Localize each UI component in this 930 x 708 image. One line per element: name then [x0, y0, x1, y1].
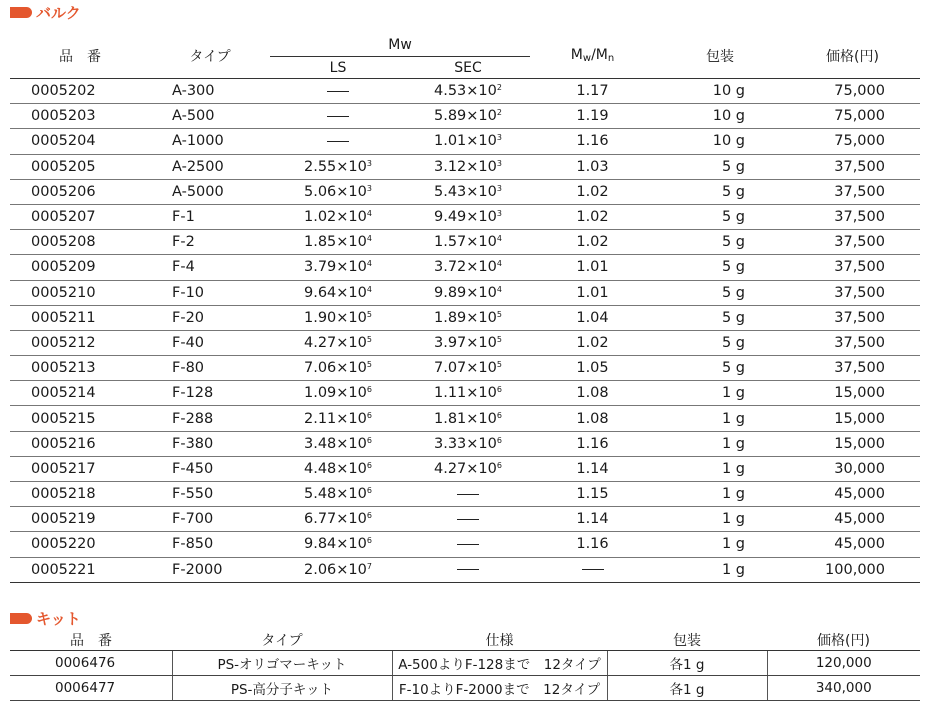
package-size: 1 g: [655, 532, 785, 557]
mwmn-value: 1.05: [530, 356, 655, 381]
mwmn-value: 1.19: [530, 104, 655, 129]
product-number: 0005210: [10, 280, 150, 305]
product-type: F-850: [150, 532, 270, 557]
exponent: 5: [366, 334, 372, 344]
mantissa: 1.01×10: [434, 133, 497, 150]
mantissa: 2.11×10: [304, 410, 367, 427]
exponent: 4: [366, 259, 372, 269]
mw-ls-value: [270, 406, 406, 431]
table-row: [10, 557, 920, 582]
header-no: 品 番: [59, 48, 101, 65]
mw-ls-value: [270, 431, 406, 456]
kit-type: PS-オリゴマーキット: [172, 651, 392, 676]
package-size: 1 g: [655, 431, 785, 456]
mw-ls-value: [270, 482, 406, 507]
product-number: 0005215: [10, 406, 150, 431]
product-type: F-80: [150, 356, 270, 381]
mw-ls-value: [270, 204, 406, 229]
package-size: 5 g: [655, 280, 785, 305]
dash-mark: [457, 494, 479, 495]
mantissa: 5.43×10: [434, 183, 497, 200]
product-type: F-700: [150, 507, 270, 532]
mantissa: 3.72×10: [434, 259, 497, 276]
mw-sec-value: [406, 104, 530, 129]
product-type: A-5000: [150, 179, 270, 204]
bulk-table: [10, 33, 920, 583]
exponent: 3: [496, 133, 502, 143]
dash-mark: [457, 544, 479, 545]
mwmn-value: 1.02: [530, 179, 655, 204]
price-value: 37,500: [785, 179, 920, 204]
mwmn-value: 1.02: [530, 204, 655, 229]
section-marker-icon: [10, 613, 32, 624]
kit-product-number: 0006476: [10, 651, 172, 676]
table-row: [10, 280, 920, 305]
mw-sec-value: [406, 154, 530, 179]
exponent: 4: [366, 284, 372, 294]
table-row: [10, 482, 920, 507]
product-number: 0005218: [10, 482, 150, 507]
product-number: 0005220: [10, 532, 150, 557]
exponent: 2: [496, 83, 502, 93]
exponent: 6: [366, 410, 372, 420]
exponent: 6: [366, 460, 372, 470]
mw-sec-value: [406, 230, 530, 255]
mantissa: 9.89×10: [434, 284, 497, 301]
mwmn-value: 1.03: [530, 154, 655, 179]
price-value: 30,000: [785, 456, 920, 481]
price-value: 45,000: [785, 532, 920, 557]
mantissa: 9.64×10: [304, 284, 367, 301]
package-size: 1 g: [655, 381, 785, 406]
mantissa: 3.79×10: [304, 259, 367, 276]
mw-sec-value: [406, 557, 530, 582]
mantissa: 5.48×10: [304, 486, 367, 503]
mantissa: 1.02×10: [304, 209, 367, 226]
product-type: F-10: [150, 280, 270, 305]
mantissa: 5.06×10: [304, 183, 367, 200]
price-value: 37,500: [785, 154, 920, 179]
table-row: [10, 406, 920, 431]
mw-ls-value: [270, 255, 406, 280]
product-type: F-550: [150, 482, 270, 507]
mwmn-value: 1.01: [530, 255, 655, 280]
exponent: 5: [366, 360, 372, 370]
exponent: 4: [366, 234, 372, 244]
package-size: 5 g: [655, 305, 785, 330]
product-number: 0005216: [10, 431, 150, 456]
exponent: 4: [496, 259, 502, 269]
product-type: F-2: [150, 230, 270, 255]
product-type: F-4: [150, 255, 270, 280]
price-value: 37,500: [785, 280, 920, 305]
mantissa: 7.07×10: [434, 360, 497, 377]
mwmn-value: 1.14: [530, 507, 655, 532]
product-number: 0005212: [10, 330, 150, 355]
section-marker-icon: [10, 7, 32, 18]
exponent: 5: [496, 360, 502, 370]
price-value: 75,000: [785, 79, 920, 104]
mantissa: 2.55×10: [304, 158, 367, 175]
kit-header-no: 品 番: [10, 630, 172, 651]
bulk-section-title: バルク: [36, 3, 81, 22]
exponent: 6: [496, 460, 502, 470]
kit-section-header: [10, 607, 81, 629]
mw-sec-value: [406, 456, 530, 481]
package-size: 1 g: [655, 482, 785, 507]
mantissa: 4.27×10: [434, 460, 497, 477]
mantissa: 3.33×10: [434, 435, 497, 452]
mwmn-value: 1.02: [530, 330, 655, 355]
package-size: 5 g: [655, 204, 785, 229]
product-number: 0005221: [10, 557, 150, 582]
mwmn-value: 1.15: [530, 482, 655, 507]
dash-mark: [327, 91, 349, 92]
mw-ls-value: [270, 79, 406, 104]
price-value: 37,500: [785, 255, 920, 280]
header-sec: SEC: [454, 59, 482, 76]
product-number: 0005214: [10, 381, 150, 406]
product-number: 0005211: [10, 305, 150, 330]
exponent: 5: [496, 309, 502, 319]
kit-price: 340,000: [767, 676, 920, 701]
mw-ls-value: [270, 356, 406, 381]
exponent: 4: [496, 234, 502, 244]
mw-sec-value: [406, 482, 530, 507]
kit-type: PS-高分子キット: [172, 676, 392, 701]
package-size: 1 g: [655, 507, 785, 532]
mantissa: 1.11×10: [434, 385, 497, 402]
mwmn-value: 1.01: [530, 280, 655, 305]
mw-sec-value: [406, 179, 530, 204]
mw-sec-value: [406, 381, 530, 406]
table-row: [10, 507, 920, 532]
exponent: 3: [496, 183, 502, 193]
mantissa: 5.89×10: [434, 108, 497, 125]
table-row: [10, 330, 920, 355]
kit-spec: A-500よりF-128まで 12タイプ: [392, 651, 607, 676]
mwmn-value: 1.16: [530, 129, 655, 154]
exponent: 4: [496, 284, 502, 294]
mw-ls-value: [270, 129, 406, 154]
mwmn-value: 1.16: [530, 532, 655, 557]
table-row: [10, 104, 920, 129]
exponent: 5: [366, 309, 372, 319]
mw-sec-value: [406, 532, 530, 557]
package-size: 10 g: [655, 79, 785, 104]
table-row: [10, 356, 920, 381]
mw-sec-value: [406, 79, 530, 104]
exponent: 6: [366, 435, 372, 445]
product-type: A-500: [150, 104, 270, 129]
header-mw: Mw: [270, 33, 530, 57]
product-number: 0005208: [10, 230, 150, 255]
mw-ls-value: [270, 456, 406, 481]
table-row: [10, 204, 920, 229]
exponent: 4: [366, 209, 372, 219]
package-size: 5 g: [655, 330, 785, 355]
dash-mark: [457, 569, 479, 570]
table-row: [10, 129, 920, 154]
price-value: 45,000: [785, 482, 920, 507]
mwmn-value: 1.02: [530, 230, 655, 255]
mw-ls-value: [270, 330, 406, 355]
mantissa: 9.49×10: [434, 209, 497, 226]
header-pack: 包装: [706, 48, 734, 65]
table-row: [10, 431, 920, 456]
mantissa: 7.06×10: [304, 360, 367, 377]
price-value: 37,500: [785, 204, 920, 229]
price-value: 45,000: [785, 507, 920, 532]
dash-mark: [327, 141, 349, 142]
product-type: F-2000: [150, 557, 270, 582]
mw-sec-value: [406, 129, 530, 154]
mantissa: 4.27×10: [304, 334, 367, 351]
header-price: 価格(円): [826, 48, 879, 65]
kit-price: 120,000: [767, 651, 920, 676]
mantissa: 3.97×10: [434, 334, 497, 351]
package-size: 1 g: [655, 406, 785, 431]
mw-sec-value: [406, 280, 530, 305]
mwmn-value: [530, 557, 655, 582]
mantissa: 1.89×10: [434, 309, 497, 326]
table-row: [10, 456, 920, 481]
header-ls: LS: [329, 59, 347, 76]
kit-package: 各1 g: [607, 651, 767, 676]
table-row: [10, 230, 920, 255]
mantissa: 2.06×10: [304, 561, 367, 578]
product-number: 0005213: [10, 356, 150, 381]
mw-ls-value: [270, 532, 406, 557]
price-value: 37,500: [785, 305, 920, 330]
bulk-section-header: [10, 1, 81, 23]
product-number: 0005206: [10, 179, 150, 204]
product-number: 0005202: [10, 79, 150, 104]
price-value: 15,000: [785, 406, 920, 431]
mantissa: 4.53×10: [434, 83, 497, 100]
mw-sec-value: [406, 330, 530, 355]
mw-ls-value: [270, 230, 406, 255]
product-type: F-20: [150, 305, 270, 330]
package-size: 5 g: [655, 179, 785, 204]
product-number: 0005219: [10, 507, 150, 532]
price-value: 15,000: [785, 381, 920, 406]
table-row: [10, 79, 920, 104]
package-size: 10 g: [655, 104, 785, 129]
mantissa: 3.12×10: [434, 158, 497, 175]
product-type: F-380: [150, 431, 270, 456]
exponent: 3: [496, 209, 502, 219]
package-size: 5 g: [655, 230, 785, 255]
product-number: 0005204: [10, 129, 150, 154]
price-value: 15,000: [785, 431, 920, 456]
mw-sec-value: [406, 356, 530, 381]
kit-header-spec: 仕様: [392, 630, 607, 651]
table-row: [10, 305, 920, 330]
mantissa: 4.48×10: [304, 460, 367, 477]
table-row: [10, 255, 920, 280]
kit-spec: F-10よりF-2000まで 12タイプ: [392, 676, 607, 701]
table-row: [10, 651, 920, 676]
table-row: [10, 676, 920, 701]
mw-ls-value: [270, 104, 406, 129]
exponent: 6: [496, 385, 502, 395]
table-row: [10, 381, 920, 406]
price-value: 100,000: [785, 557, 920, 582]
mw-ls-value: [270, 179, 406, 204]
product-number: 0005203: [10, 104, 150, 129]
mw-ls-value: [270, 557, 406, 582]
product-number: 0005209: [10, 255, 150, 280]
product-type: F-40: [150, 330, 270, 355]
price-value: 37,500: [785, 330, 920, 355]
mantissa: 1.81×10: [434, 410, 497, 427]
price-value: 37,500: [785, 356, 920, 381]
mantissa: 1.85×10: [304, 234, 367, 251]
price-value: 75,000: [785, 129, 920, 154]
mantissa: 1.09×10: [304, 385, 367, 402]
mantissa: 3.48×10: [304, 435, 367, 452]
mwmn-value: 1.17: [530, 79, 655, 104]
package-size: 10 g: [655, 129, 785, 154]
header-type: タイプ: [189, 48, 231, 65]
dash-mark: [582, 569, 604, 570]
mwmn-value: 1.08: [530, 381, 655, 406]
kit-table: [10, 630, 920, 701]
header-mwmn: $M_w/M_n$: [570, 47, 615, 64]
package-size: 5 g: [655, 154, 785, 179]
product-type: A-1000: [150, 129, 270, 154]
mw-ls-value: [270, 154, 406, 179]
mw-sec-value: [406, 507, 530, 532]
exponent: 6: [366, 536, 372, 546]
product-number: 0005217: [10, 456, 150, 481]
mantissa: 9.84×10: [304, 536, 367, 553]
exponent: 3: [496, 158, 502, 168]
exponent: 6: [366, 385, 372, 395]
product-number: 0005207: [10, 204, 150, 229]
exponent: 5: [496, 334, 502, 344]
mwmn-value: 1.14: [530, 456, 655, 481]
mwmn-value: 1.04: [530, 305, 655, 330]
exponent: 6: [496, 410, 502, 420]
package-size: 5 g: [655, 356, 785, 381]
product-type: F-288: [150, 406, 270, 431]
kit-package: 各1 g: [607, 676, 767, 701]
mw-ls-value: [270, 280, 406, 305]
kit-header-type: タイプ: [172, 630, 392, 651]
package-size: 1 g: [655, 456, 785, 481]
mantissa: 1.57×10: [434, 234, 497, 251]
package-size: 1 g: [655, 557, 785, 582]
dash-mark: [457, 519, 479, 520]
product-type: F-1: [150, 204, 270, 229]
product-number: 0005205: [10, 154, 150, 179]
kit-header-pack: 包装: [607, 630, 767, 651]
product-type: A-300: [150, 79, 270, 104]
exponent: 2: [496, 108, 502, 118]
exponent: 6: [366, 486, 372, 496]
mw-sec-value: [406, 204, 530, 229]
exponent: 6: [496, 435, 502, 445]
mw-sec-value: [406, 406, 530, 431]
kit-section-title: キット: [36, 609, 81, 628]
mw-sec-value: [406, 305, 530, 330]
kit-header-price: 価格(円): [767, 630, 920, 651]
mw-ls-value: [270, 507, 406, 532]
product-type: A-2500: [150, 154, 270, 179]
product-type: F-128: [150, 381, 270, 406]
mw-sec-value: [406, 431, 530, 456]
mw-sec-value: [406, 255, 530, 280]
table-row: [10, 154, 920, 179]
table-row: [10, 532, 920, 557]
exponent: 6: [366, 511, 372, 521]
package-size: 5 g: [655, 255, 785, 280]
mwmn-value: 1.16: [530, 431, 655, 456]
dash-mark: [327, 116, 349, 117]
price-value: 37,500: [785, 230, 920, 255]
mwmn-value: 1.08: [530, 406, 655, 431]
mw-ls-value: [270, 381, 406, 406]
product-type: F-450: [150, 456, 270, 481]
mw-ls-value: [270, 305, 406, 330]
exponent: 7: [366, 561, 372, 571]
table-row: [10, 179, 920, 204]
mantissa: 1.90×10: [304, 309, 367, 326]
exponent: 3: [366, 158, 372, 168]
mantissa: 6.77×10: [304, 511, 367, 528]
exponent: 3: [366, 183, 372, 193]
price-value: 75,000: [785, 104, 920, 129]
kit-product-number: 0006477: [10, 676, 172, 701]
